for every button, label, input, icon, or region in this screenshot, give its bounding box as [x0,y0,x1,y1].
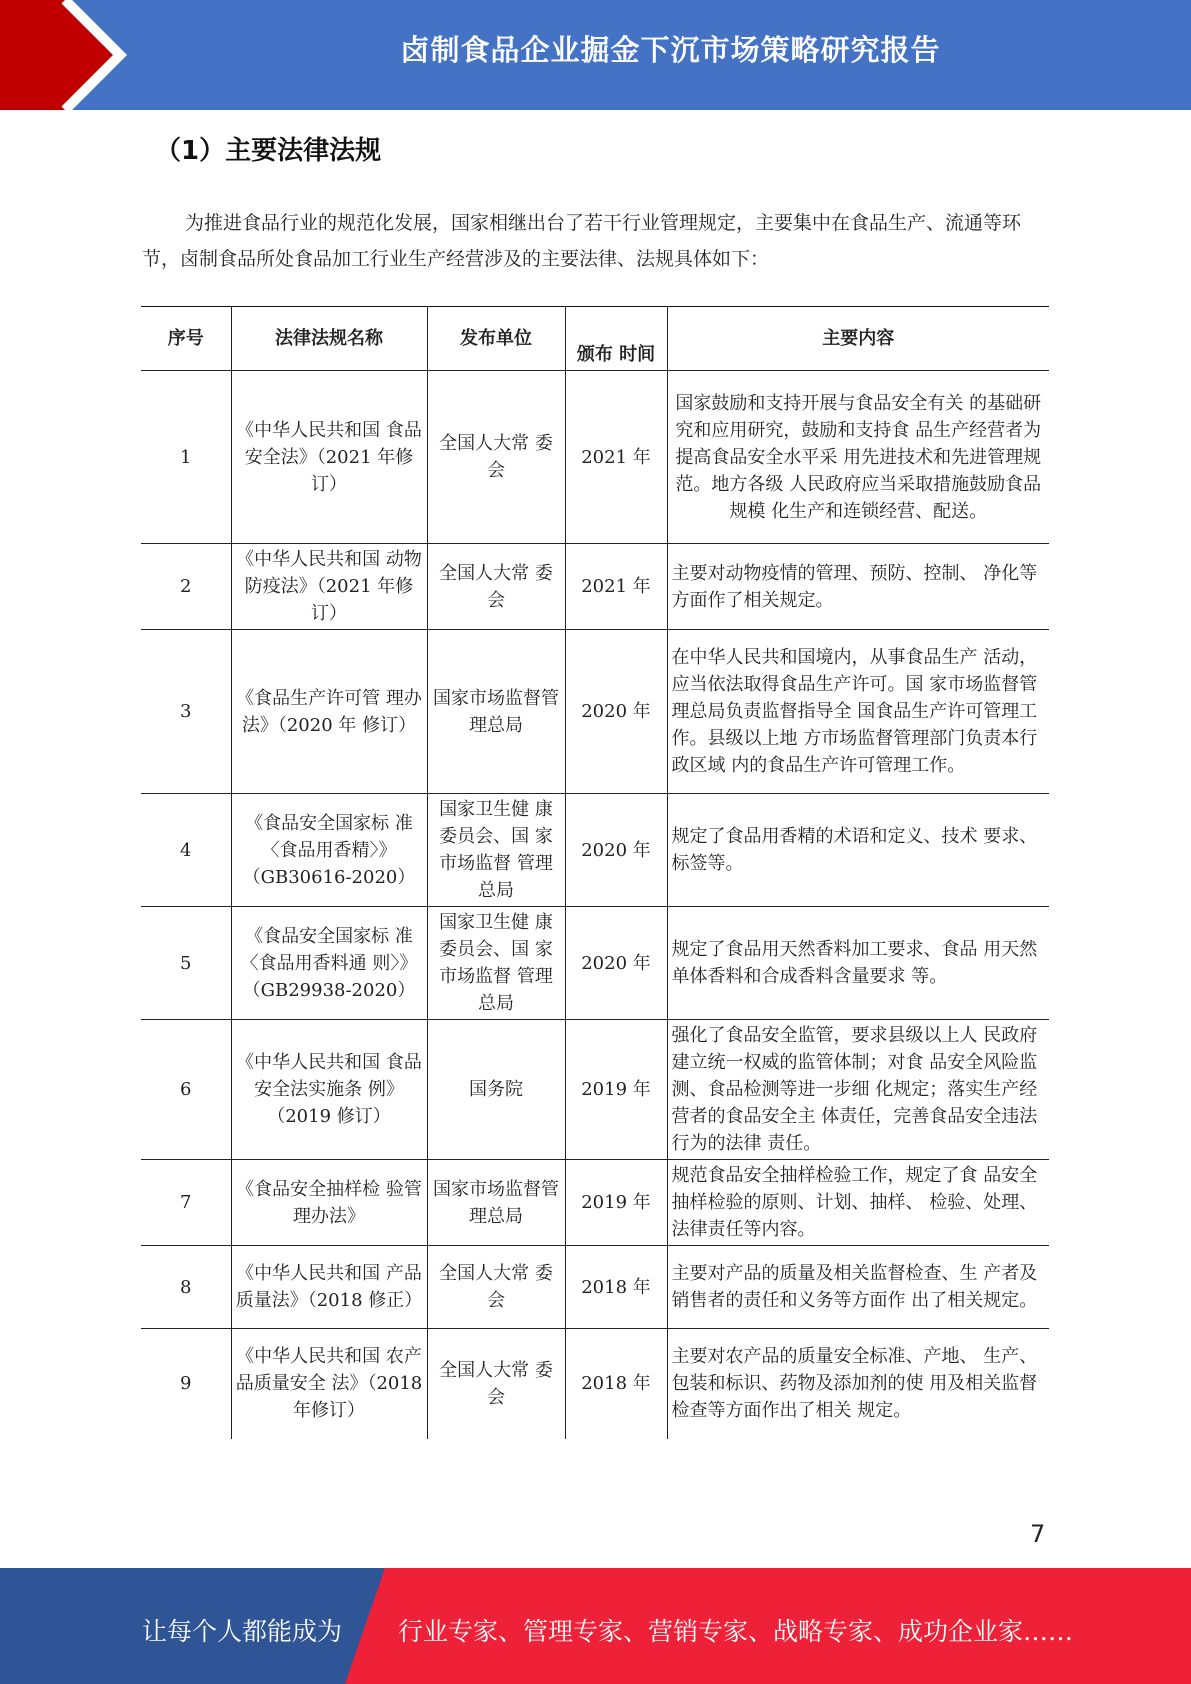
main-content: 规定了食品用香精的术语和定义、技术 要求、标签等。 [667,794,1049,907]
laws-table [141,306,1049,1439]
main-content: 主要对农产品的质量安全标准、产地、 生产、包装和标识、药物及添加剂的使 用及相关监督检查等方面作出了相关 规定。 [667,1329,1049,1439]
issuer: 国家卫生健 康委员会、国 家市场监督 管理总局 [427,794,565,907]
row-no: 5 [141,907,231,1020]
issuer: 国家卫生健 康委员会、国 家市场监督 管理总局 [427,907,565,1020]
row-no: 6 [141,1020,231,1160]
main-content: 主要对动物疫情的管理、预防、控制、 净化等方面作了相关规定。 [667,544,1049,630]
footer-slogan-left: 让每个人都能成为 [142,1617,343,1646]
issue-date: 2018 年 [565,1246,667,1329]
table-row [141,371,1049,544]
main-content: 在中华人民共和国境内，从事食品生产 活动，应当依法取得食品生产许可。国 家市场监督管理总局负责监督指导全 国食品生产许可管理工作。县级以上地 方市场监督管理部门负责本行政区域 内的食品生产许可管理工作。 [667,630,1049,794]
footer-slogan-right: 行业专家、管理专家、营销专家、战略专家、成功企业家…… [398,1617,1074,1646]
table-row [141,907,1049,1020]
issuer: 全国人大常 委会 [427,1246,565,1329]
row-no: 8 [141,1246,231,1329]
issue-date: 2019 年 [565,1160,667,1246]
main-content: 主要对产品的质量及相关监督检查、生 产者及销售者的责任和义务等方面作 出了相关规定。 [667,1246,1049,1329]
issuer: 全国人大常 委会 [427,371,565,544]
issue-date: 2020 年 [565,794,667,907]
law-name: 《中华人民共和国 动物防疫法》（2021 年修订） [231,544,427,630]
row-no: 3 [141,630,231,794]
issuer: 国家市场监督管理总局 [427,630,565,794]
main-content: 强化了食品安全监管，要求县级以上人 民政府建立统一权威的监管体制；对食 品安全风险监测、食品检测等进一步细 化规定；落实生产经营者的食品安全主 体责任，完善食品安全违法行为的法律 责任。 [667,1020,1049,1160]
header-arrow-decoration [0,0,150,110]
issuer: 全国人大常 委会 [427,544,565,630]
main-content: 国家鼓励和支持开展与食品安全有关 的基础研究和应用研究，鼓励和支持食 品生产经营者为提高食品安全水平采 用先进技术和先进管理规范。地方各级 人民政府应当采取措施鼓励食品规模 化生产和连锁经营、配送。 [667,371,1049,544]
table-row [141,630,1049,794]
law-name: 《中华人民共和国 产品质量法》（2018 修正） [231,1246,427,1329]
law-name: 《中华人民共和国 食品安全法》（2021 年修订） [231,371,427,544]
issue-date: 2020 年 [565,907,667,1020]
issuer: 国家市场监督管理总局 [427,1160,565,1246]
header-bar [0,0,1191,110]
table-header-row [141,307,1049,371]
header-issuer: 发布单位 [427,307,565,371]
report-title: 卤制食品企业掘金下沉市场策略研究报告 [400,33,941,67]
law-name: 《食品安全抽样检 验管理办法》 [231,1160,427,1246]
issue-date: 2021 年 [565,371,667,544]
intro-paragraph: 为推进食品行业的规范化发展，国家相继出台了若干行业管理规定，主要集中在食品生产、流通等环节，卤制食品所处食品加工行业生产经营涉及的主要法律、法规具体如下： [142,212,1022,270]
issuer: 国务院 [427,1020,565,1160]
issue-date: 2020 年 [565,630,667,794]
issue-date: 2019 年 [565,1020,667,1160]
header-content: 主要内容 [667,307,1049,371]
header-law-name: 法律法规名称 [231,307,427,371]
law-name: 《食品安全国家标 准〈食品用香料通 则〉》（GB29938-2020） [231,907,427,1020]
main-content: 规范食品安全抽样检验工作，规定了食 品安全抽样检验的原则、计划、抽样、 检验、处理、法律责任等内容。 [667,1160,1049,1246]
row-no: 7 [141,1160,231,1246]
law-name: 《食品生产许可管 理办法》（2020 年 修订） [231,630,427,794]
table-row [141,1020,1049,1160]
issue-date: 2021 年 [565,544,667,630]
table-row [141,1246,1049,1329]
law-name: 《中华人民共和国 食品安全法实施条 例》（2019 修订） [231,1020,427,1160]
table-row [141,1329,1049,1439]
intro-text [142,205,1047,277]
law-name: 《中华人民共和国 农产品质量安全 法》（2018 年修订） [231,1329,427,1439]
header-date: 颁布 时间 [565,307,667,371]
main-content: 规定了食品用天然香料加工要求、食品 用天然单体香料和合成香料含量要求 等。 [667,907,1049,1020]
law-name: 《食品安全国家标 准〈食品用香精〉》（GB30616-2020） [231,794,427,907]
table-row [141,794,1049,907]
table-row [141,544,1049,630]
page-number: 7 [1030,1520,1046,1548]
row-no: 2 [141,544,231,630]
row-no: 4 [141,794,231,907]
row-no: 1 [141,371,231,544]
section-heading: （1）主要法律法规 [155,136,382,166]
issue-date: 2018 年 [565,1329,667,1439]
row-no: 9 [141,1329,231,1439]
issuer: 全国人大常 委会 [427,1329,565,1439]
table-row [141,1160,1049,1246]
header-no: 序号 [141,307,231,371]
